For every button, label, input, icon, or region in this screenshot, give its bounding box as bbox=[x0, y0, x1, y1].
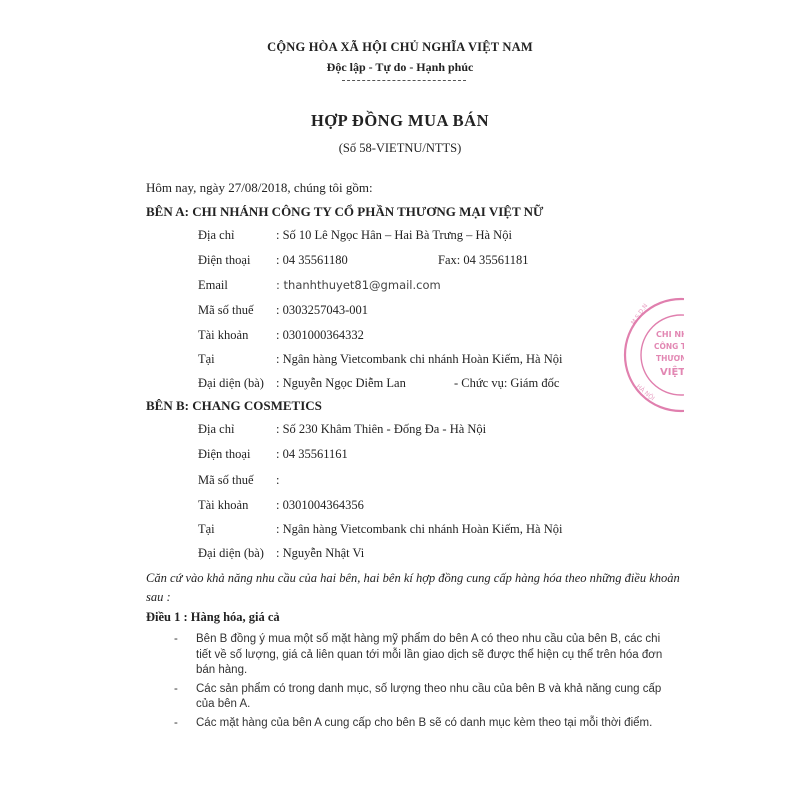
position-value: - Chức vụ: Giám đốc bbox=[454, 376, 560, 390]
svg-text:THƯƠNG: THƯƠNG bbox=[656, 354, 693, 363]
address-label: Địa chỉ bbox=[198, 422, 235, 436]
phone-label: Điện thoại bbox=[198, 253, 251, 267]
account-value: : 0301004364356 bbox=[276, 498, 364, 512]
motto-underline bbox=[342, 80, 466, 81]
stamp-icon bbox=[616, 295, 700, 415]
bullet-dash: - bbox=[174, 633, 178, 645]
account-label: Tài khoản bbox=[198, 498, 249, 512]
bank-label: Tại bbox=[198, 352, 215, 366]
phone-value: : 04 35561180 bbox=[276, 253, 348, 267]
bank-label: Tại bbox=[198, 522, 215, 536]
fax-value: Fax: 04 35561181 bbox=[438, 253, 529, 267]
svg-text:VIỆT: VIỆT bbox=[660, 367, 686, 378]
bullet-dash: - bbox=[174, 682, 178, 695]
contract-intro: Hôm nay, ngày 27/08/2018, chúng tôi gồm: bbox=[146, 180, 373, 195]
national-title: CỘNG HÒA XÃ HỘI CHỦ NGHĨA VIỆT NAM bbox=[267, 40, 533, 54]
account-label: Tài khoản bbox=[198, 328, 249, 342]
email-value: : thanhthuyet81@gmail.com bbox=[276, 278, 441, 292]
svg-text:CÔNG TY C: CÔNG TY C bbox=[654, 342, 700, 351]
bullet-text: Bên B đồng ý mua một số mặt hàng mỹ phẩm do bên A có theo nhu cầu của bên B, các chi tiết về số lượng, giá cả liên quan tới mỗi lần giao dịch sẽ được thể hiện cụ thể trên hóa đơn bán hàng. bbox=[196, 633, 663, 676]
party-b-heading: BÊN B: CHANG COSMETICS bbox=[146, 398, 322, 413]
account-value: : 0301000364332 bbox=[276, 328, 364, 342]
list-item bbox=[174, 716, 674, 732]
phone-value: : 04 35561161 bbox=[276, 447, 348, 461]
bullet-text: Các mặt hàng của bên A cung cấp cho bên B sẽ có danh mục kèm theo tại mỗi thời điểm. bbox=[196, 716, 653, 729]
company-stamp bbox=[600, 295, 700, 415]
bullet-text: Các sản phẩm có trong danh mục, số lượng theo nhu cầu của bên B và khả năng cung cấp của bên A. bbox=[196, 682, 662, 710]
list-item bbox=[174, 632, 674, 679]
contract-title: HỢP ĐỒNG MUA BÁN bbox=[310, 111, 490, 130]
tax-value: : 0303257043-001 bbox=[276, 303, 369, 317]
tax-label: Mã số thuế bbox=[198, 303, 254, 317]
representative-value: : Nguyễn Nhật Vi bbox=[276, 546, 365, 560]
list-item bbox=[174, 682, 674, 713]
representative-label: Đại diện (bà) bbox=[198, 546, 264, 560]
bank-value: : Ngân hàng Vietcombank chi nhánh Hoàn Kiếm, Hà Nội bbox=[276, 522, 563, 536]
tax-value: : bbox=[276, 473, 280, 487]
svg-text:HÀ NỘI: HÀ NỘI bbox=[634, 383, 656, 403]
party-a-heading: BÊN A: CHI NHÁNH CÔNG TY CỔ PHẦN THƯƠNG MẠI VIỆT NỮ bbox=[146, 204, 544, 219]
address-label: Địa chỉ bbox=[198, 228, 235, 242]
address-value: : Số 10 Lê Ngọc Hân – Hai Bà Trưng – Hà Nội bbox=[276, 228, 512, 242]
email-label: Email bbox=[198, 278, 228, 292]
tax-label: Mã số thuế bbox=[198, 473, 254, 487]
contract-basis: Căn cứ vào khả năng nhu cầu của hai bên, hai bên kí hợp đồng cung cấp hàng hóa theo những điều khoản sau : bbox=[146, 571, 680, 604]
svg-text:M.S.D.N: M.S.D.N bbox=[629, 302, 650, 327]
phone-label: Điện thoại bbox=[198, 447, 251, 461]
svg-text:CHI NHÁ: CHI NHÁ bbox=[656, 330, 694, 339]
article-1-heading: Điều 1 : Hàng hóa, giá cả bbox=[146, 610, 280, 624]
address-value: : Số 230 Khâm Thiên - Đống Đa - Hà Nội bbox=[276, 422, 487, 436]
article-1-bullets bbox=[174, 632, 674, 734]
bank-value: : Ngân hàng Vietcombank chi nhánh Hoàn Kiếm, Hà Nội bbox=[276, 352, 563, 366]
contract-number: (Số 58-VIETNU/NTTS) bbox=[338, 141, 462, 155]
representative-label: Đại diện (bà) bbox=[198, 376, 264, 390]
bullet-dash: - bbox=[174, 716, 178, 729]
representative-value: : Nguyễn Ngọc Diễm Lan bbox=[276, 376, 406, 390]
national-motto: Độc lập - Tự do - Hạnh phúc bbox=[326, 60, 474, 74]
